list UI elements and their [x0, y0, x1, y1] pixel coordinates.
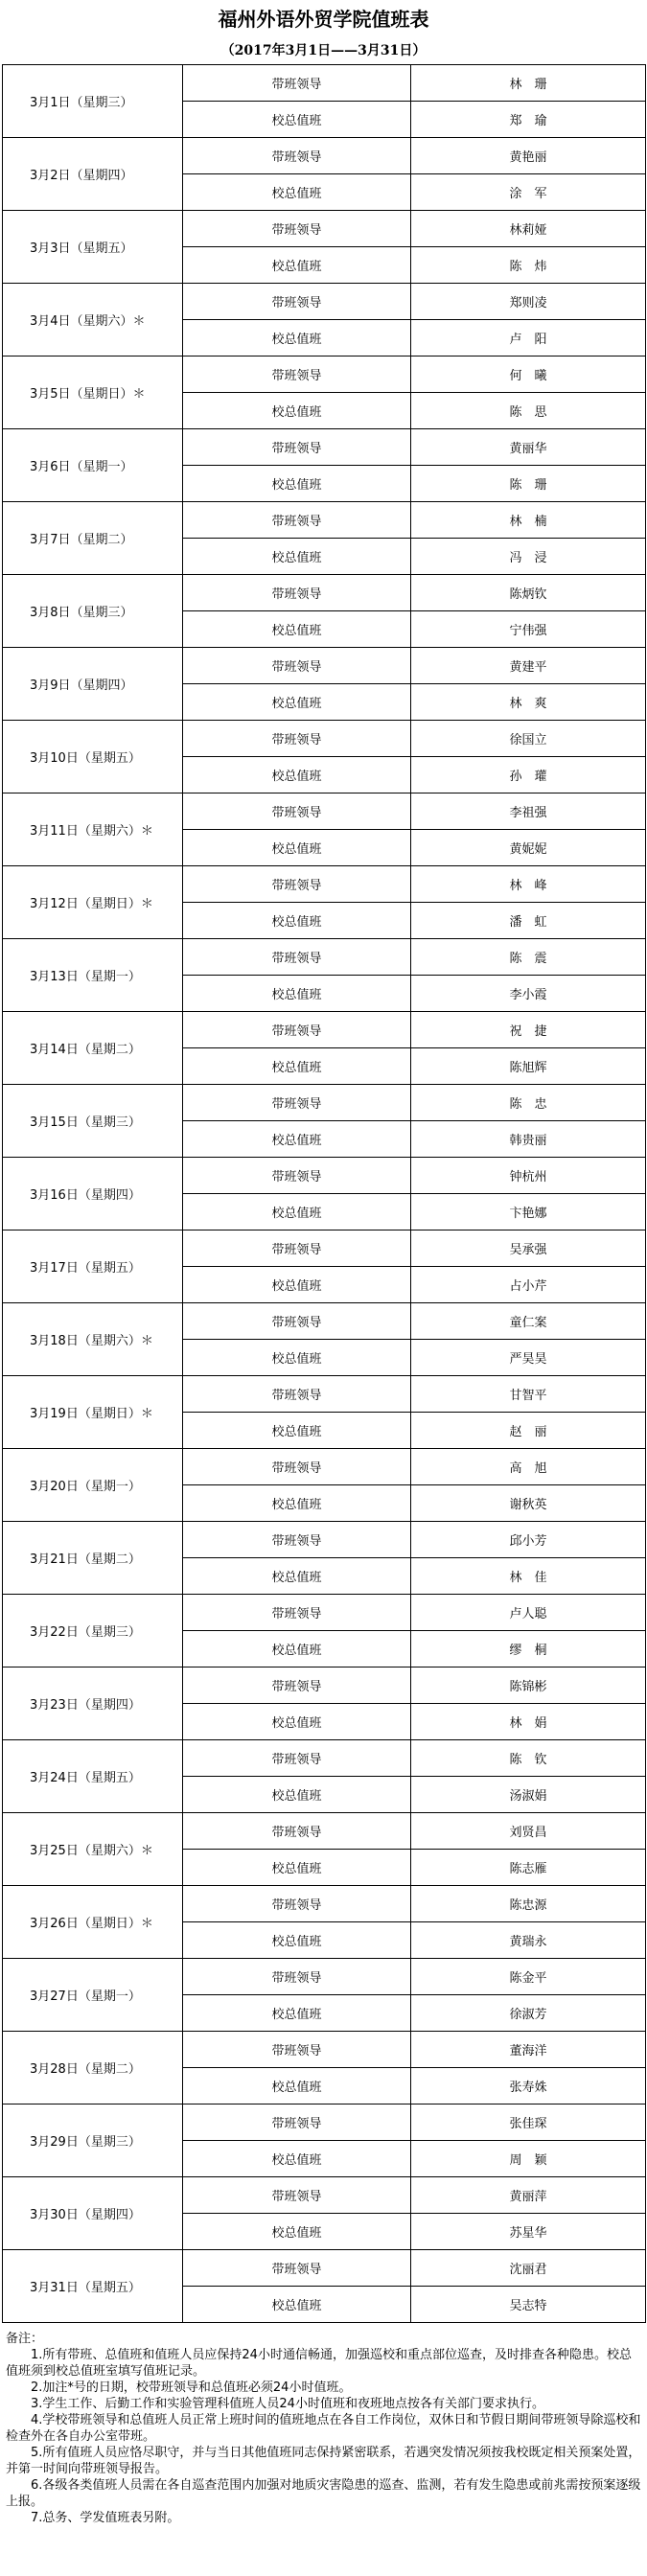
lead-name-cell: 祝 捷: [411, 1012, 646, 1048]
role-lead-cell: 带班领导: [183, 2250, 411, 2287]
date-cell: 3月29日（星期三）: [3, 2104, 183, 2177]
date-cell: 3月22日（星期三）: [3, 1595, 183, 1668]
duty-name-cell: 陈志雁: [411, 1850, 646, 1886]
role-lead-cell: 带班领导: [183, 2104, 411, 2141]
day-row-lead: [3, 1085, 646, 1121]
duty-name-cell: 黄瑞永: [411, 1922, 646, 1959]
lead-name-cell: 邱小芳: [411, 1522, 646, 1558]
lead-name-cell: 何 曦: [411, 356, 646, 393]
date-cell: 3月16日（星期四）: [3, 1158, 183, 1230]
role-lead-cell: 带班领导: [183, 211, 411, 247]
role-duty-cell: 校总值班: [183, 102, 411, 138]
lead-name-cell: 陈金平: [411, 1959, 646, 1995]
day-row-lead: [3, 1668, 646, 1704]
role-duty-cell: 校总值班: [183, 466, 411, 502]
lead-name-cell: 徐国立: [411, 721, 646, 757]
duty-name-cell: 谢秋英: [411, 1485, 646, 1522]
day-row-lead: [3, 1740, 646, 1777]
day-row-lead: [3, 1522, 646, 1558]
role-duty-cell: 校总值班: [183, 2287, 411, 2323]
duty-name-cell: 占小芹: [411, 1267, 646, 1303]
note-item: 2.加注*号的日期，校带班领导和总值班必须24小时值班。: [31, 2380, 352, 2395]
day-row-lead: [3, 2250, 646, 2287]
day-row-lead: [3, 939, 646, 976]
duty-name-cell: 陈 珊: [411, 466, 646, 502]
duty-name-cell: 缪 桐: [411, 1631, 646, 1668]
role-lead-cell: 带班领导: [183, 138, 411, 174]
date-cell: 3月11日（星期六）＊: [3, 794, 183, 866]
role-lead-cell: 带班领导: [183, 356, 411, 393]
role-lead-cell: 带班领导: [183, 648, 411, 684]
note-item: 5.所有值班人员应恪尽职守，并与当日其他值班同志保持紧密联系，若遇突发情况须按我校既定相关预案处置，并第一时间向带班领导报告。: [6, 2446, 641, 2476]
date-cell: 3月31日（星期五）: [3, 2250, 183, 2323]
date-cell: 3月26日（星期日）＊: [3, 1886, 183, 1959]
role-duty-cell: 校总值班: [183, 1631, 411, 1668]
day-row-lead: [3, 1376, 646, 1413]
duty-name-cell: 李小霞: [411, 976, 646, 1012]
role-duty-cell: 校总值班: [183, 1194, 411, 1230]
day-row-lead: [3, 138, 646, 174]
duty-name-cell: 徐淑芳: [411, 1995, 646, 2032]
role-lead-cell: 带班领导: [183, 721, 411, 757]
duty-name-cell: 黄妮妮: [411, 830, 646, 866]
lead-name-cell: 沈丽君: [411, 2250, 646, 2287]
notes-heading: 备注：: [6, 2332, 44, 2346]
date-cell: 3月4日（星期六）＊: [3, 284, 183, 356]
role-lead-cell: 带班领导: [183, 1012, 411, 1048]
role-duty-cell: 校总值班: [183, 320, 411, 356]
role-lead-cell: 带班领导: [183, 575, 411, 611]
day-row-lead: [3, 1886, 646, 1922]
duty-name-cell: 吴志特: [411, 2287, 646, 2323]
lead-name-cell: 林 珊: [411, 65, 646, 102]
lead-name-cell: 张佳琛: [411, 2104, 646, 2141]
note-item: 7.总务、学发值班表另附。: [31, 2511, 180, 2525]
role-duty-cell: 校总值班: [183, 2214, 411, 2250]
date-cell: 3月28日（星期二）: [3, 2032, 183, 2104]
role-duty-cell: 校总值班: [183, 1558, 411, 1595]
role-duty-cell: 校总值班: [183, 830, 411, 866]
lead-name-cell: 陈 忠: [411, 1085, 646, 1121]
notes-list: [6, 2347, 641, 2526]
day-row-lead: [3, 575, 646, 611]
duty-name-cell: 卞艳娜: [411, 1194, 646, 1230]
date-cell: 3月13日（星期一）: [3, 939, 183, 1012]
role-duty-cell: 校总值班: [183, 1777, 411, 1813]
duty-name-cell: 赵 丽: [411, 1413, 646, 1449]
role-lead-cell: 带班领导: [183, 1668, 411, 1704]
role-duty-cell: 校总值班: [183, 1850, 411, 1886]
duty-name-cell: 严昊昊: [411, 1340, 646, 1376]
role-duty-cell: 校总值班: [183, 1704, 411, 1740]
role-lead-cell: 带班领导: [183, 1595, 411, 1631]
date-range-subtitle: （2017年3月1日——3月31日）: [220, 43, 427, 58]
day-row-lead: [3, 1959, 646, 1995]
lead-name-cell: 卢人聪: [411, 1595, 646, 1631]
lead-name-cell: 刘贤昌: [411, 1813, 646, 1850]
duty-name-cell: 苏星华: [411, 2214, 646, 2250]
lead-name-cell: 林 楠: [411, 502, 646, 539]
date-cell: 3月12日（星期日）＊: [3, 866, 183, 939]
day-row-lead: [3, 648, 646, 684]
date-cell: 3月30日（星期四）: [3, 2177, 183, 2250]
day-row-lead: [3, 65, 646, 102]
duty-name-cell: 周 颖: [411, 2141, 646, 2177]
role-lead-cell: 带班领导: [183, 866, 411, 903]
date-cell: 3月15日（星期三）: [3, 1085, 183, 1158]
date-cell: 3月3日（星期五）: [3, 211, 183, 284]
day-row-lead: [3, 1595, 646, 1631]
role-duty-cell: 校总值班: [183, 903, 411, 939]
role-duty-cell: 校总值班: [183, 1267, 411, 1303]
day-row-lead: [3, 356, 646, 393]
day-row-lead: [3, 866, 646, 903]
day-row-lead: [3, 211, 646, 247]
role-lead-cell: 带班领导: [183, 65, 411, 102]
duty-name-cell: 林 佳: [411, 1558, 646, 1595]
duty-name-cell: 郑 瑜: [411, 102, 646, 138]
date-cell: 3月5日（星期日）＊: [3, 356, 183, 429]
role-duty-cell: 校总值班: [183, 393, 411, 429]
role-duty-cell: 校总值班: [183, 1048, 411, 1085]
duty-name-cell: 汤淑娟: [411, 1777, 646, 1813]
lead-name-cell: 黄建平: [411, 648, 646, 684]
role-lead-cell: 带班领导: [183, 284, 411, 320]
page-title: 福州外语外贸学院值班表: [218, 8, 429, 31]
date-cell: 3月8日（星期三）: [3, 575, 183, 648]
role-duty-cell: 校总值班: [183, 757, 411, 794]
duty-name-cell: 林 爽: [411, 684, 646, 721]
role-lead-cell: 带班领导: [183, 1303, 411, 1340]
role-duty-cell: 校总值班: [183, 1340, 411, 1376]
role-lead-cell: 带班领导: [183, 1740, 411, 1777]
role-duty-cell: 校总值班: [183, 1413, 411, 1449]
duty-table-body: [3, 65, 646, 2323]
role-lead-cell: 带班领导: [183, 429, 411, 466]
date-cell: 3月25日（星期六）＊: [3, 1813, 183, 1886]
lead-name-cell: 林 峰: [411, 866, 646, 903]
lead-name-cell: 董海洋: [411, 2032, 646, 2068]
duty-name-cell: 卢 阳: [411, 320, 646, 356]
role-duty-cell: 校总值班: [183, 976, 411, 1012]
day-row-lead: [3, 1449, 646, 1485]
day-row-lead: [3, 284, 646, 320]
lead-name-cell: 陈锦彬: [411, 1668, 646, 1704]
role-lead-cell: 带班领导: [183, 1158, 411, 1194]
role-lead-cell: 带班领导: [183, 1085, 411, 1121]
notes-section: [0, 2323, 647, 2526]
role-lead-cell: 带班领导: [183, 1959, 411, 1995]
lead-name-cell: 甘智平: [411, 1376, 646, 1413]
date-cell: 3月23日（星期四）: [3, 1668, 183, 1740]
role-duty-cell: 校总值班: [183, 2141, 411, 2177]
day-row-lead: [3, 429, 646, 466]
role-duty-cell: 校总值班: [183, 2068, 411, 2104]
duty-name-cell: 韩贵丽: [411, 1121, 646, 1158]
duty-name-cell: 潘 虹: [411, 903, 646, 939]
role-duty-cell: 校总值班: [183, 247, 411, 284]
role-duty-cell: 校总值班: [183, 174, 411, 211]
lead-name-cell: 陈炳钦: [411, 575, 646, 611]
date-cell: 3月18日（星期六）＊: [3, 1303, 183, 1376]
lead-name-cell: 陈 钦: [411, 1740, 646, 1777]
date-cell: 3月24日（星期五）: [3, 1740, 183, 1813]
duty-name-cell: 宁伟强: [411, 611, 646, 648]
role-duty-cell: 校总值班: [183, 539, 411, 575]
duty-table: [2, 64, 646, 2323]
role-duty-cell: 校总值班: [183, 1995, 411, 2032]
role-lead-cell: 带班领导: [183, 1522, 411, 1558]
role-lead-cell: 带班领导: [183, 939, 411, 976]
duty-name-cell: 张寿姝: [411, 2068, 646, 2104]
day-row-lead: [3, 502, 646, 539]
lead-name-cell: 黄丽萍: [411, 2177, 646, 2214]
date-cell: 3月10日（星期五）: [3, 721, 183, 794]
day-row-lead: [3, 1813, 646, 1850]
lead-name-cell: 郑则凌: [411, 284, 646, 320]
duty-name-cell: 孙 瓘: [411, 757, 646, 794]
duty-name-cell: 陈旭辉: [411, 1048, 646, 1085]
day-row-lead: [3, 1012, 646, 1048]
day-row-lead: [3, 1158, 646, 1194]
role-lead-cell: 带班领导: [183, 2032, 411, 2068]
lead-name-cell: 陈 震: [411, 939, 646, 976]
date-cell: 3月14日（星期二）: [3, 1012, 183, 1085]
lead-name-cell: 童仁案: [411, 1303, 646, 1340]
date-cell: 3月27日（星期一）: [3, 1959, 183, 2032]
date-cell: 3月9日（星期四）: [3, 648, 183, 721]
role-lead-cell: 带班领导: [183, 1376, 411, 1413]
role-duty-cell: 校总值班: [183, 1485, 411, 1522]
lead-name-cell: 李祖强: [411, 794, 646, 830]
role-duty-cell: 校总值班: [183, 1121, 411, 1158]
duty-name-cell: 冯 浸: [411, 539, 646, 575]
lead-name-cell: 黄艳丽: [411, 138, 646, 174]
note-item: 1.所有带班、总值班和值班人员应保持24小时通信畅通，加强巡校和重点部位巡查，及时排查各种隐患。校总值班须到校总值班室填写值班记录。: [6, 2348, 632, 2379]
role-lead-cell: 带班领导: [183, 1449, 411, 1485]
duty-name-cell: 涂 军: [411, 174, 646, 211]
lead-name-cell: 陈忠源: [411, 1886, 646, 1922]
role-lead-cell: 带班领导: [183, 1813, 411, 1850]
role-lead-cell: 带班领导: [183, 794, 411, 830]
role-duty-cell: 校总值班: [183, 684, 411, 721]
note-item: 6.各级各类值班人员需在各自巡查范围内加强对地质灾害隐患的巡查、监测，若有发生隐患或前兆需按预案逐级上报。: [6, 2478, 641, 2509]
note-item: 3.学生工作、后勤工作和实验管理科值班人员24小时值班和夜班地点按各有关部门要求执行。: [31, 2397, 544, 2411]
lead-name-cell: 高 旭: [411, 1449, 646, 1485]
lead-name-cell: 黄丽华: [411, 429, 646, 466]
day-row-lead: [3, 721, 646, 757]
day-row-lead: [3, 794, 646, 830]
date-cell: 3月21日（星期二）: [3, 1522, 183, 1595]
lead-name-cell: 吴承强: [411, 1230, 646, 1267]
role-duty-cell: 校总值班: [183, 611, 411, 648]
role-lead-cell: 带班领导: [183, 502, 411, 539]
lead-name-cell: 林莉娅: [411, 211, 646, 247]
day-row-lead: [3, 2032, 646, 2068]
date-cell: 3月7日（星期二）: [3, 502, 183, 575]
role-lead-cell: 带班领导: [183, 1230, 411, 1267]
note-item: 4.学校带班领导和总值班人员正常上班时间的值班地点在各自工作岗位，双休日和节假日期间带班领导除巡校和检查外在各自办公室带班。: [6, 2413, 641, 2444]
date-cell: 3月2日（星期四）: [3, 138, 183, 211]
date-cell: 3月6日（星期一）: [3, 429, 183, 502]
day-row-lead: [3, 1230, 646, 1267]
duty-name-cell: 林 娟: [411, 1704, 646, 1740]
role-lead-cell: 带班领导: [183, 1886, 411, 1922]
date-cell: 3月17日（星期五）: [3, 1230, 183, 1303]
lead-name-cell: 钟杭州: [411, 1158, 646, 1194]
role-duty-cell: 校总值班: [183, 1922, 411, 1959]
date-cell: 3月19日（星期日）＊: [3, 1376, 183, 1449]
duty-name-cell: 陈 思: [411, 393, 646, 429]
day-row-lead: [3, 2177, 646, 2214]
day-row-lead: [3, 2104, 646, 2141]
duty-name-cell: 陈 炜: [411, 247, 646, 284]
role-lead-cell: 带班领导: [183, 2177, 411, 2214]
day-row-lead: [3, 1303, 646, 1340]
date-cell: 3月20日（星期一）: [3, 1449, 183, 1522]
date-cell: 3月1日（星期三）: [3, 65, 183, 138]
